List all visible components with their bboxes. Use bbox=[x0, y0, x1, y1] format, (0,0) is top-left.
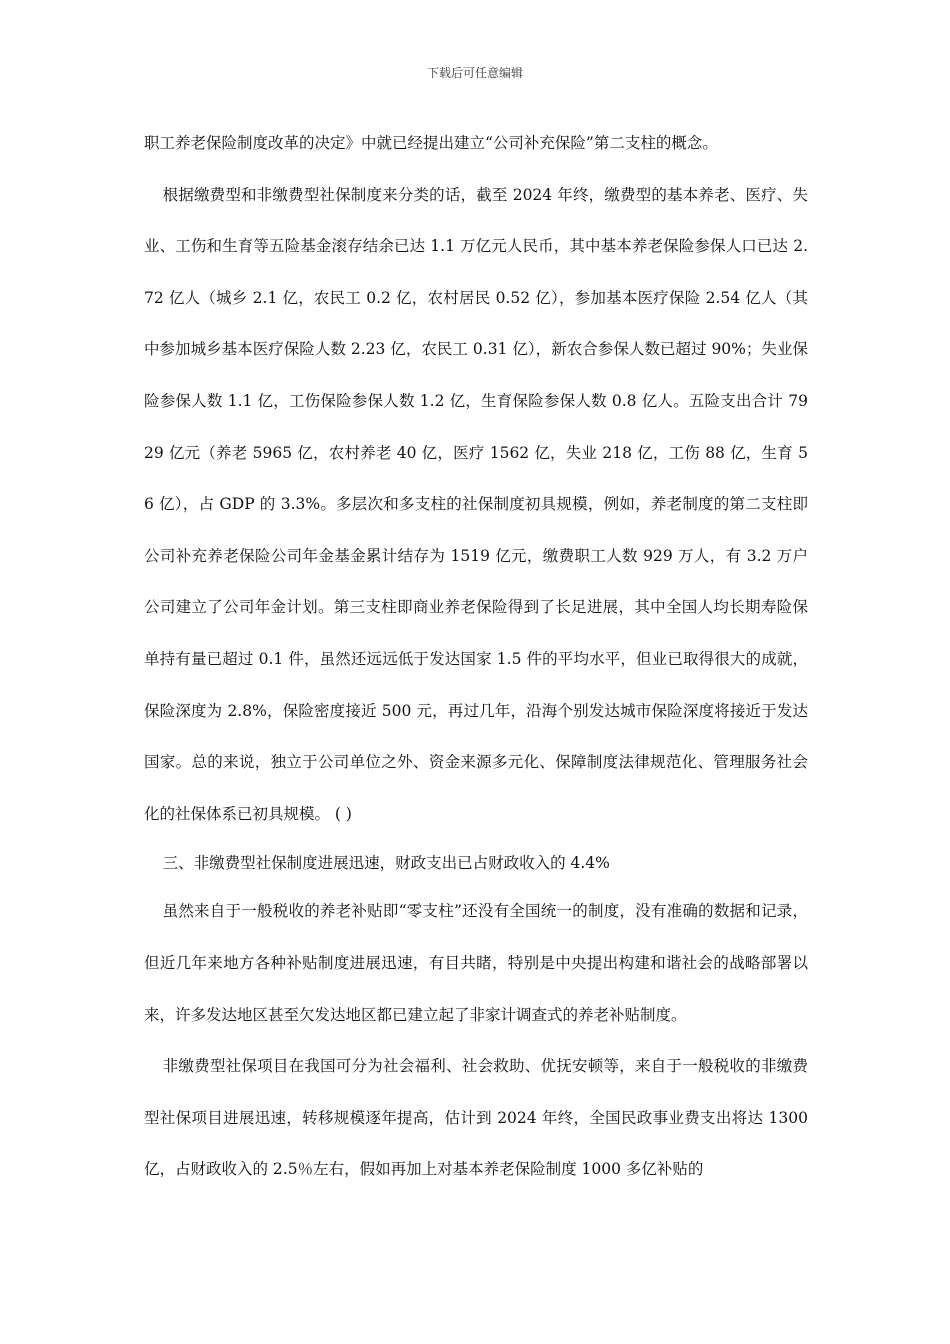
paragraph-zero-pillar: 虽然来自于一般税收的养老补贴即“零支柱”还没有全国统一的制度，没有准确的数据和记录，但近几年来地方各种补贴制度进展迅速，有目共睹，特别是中央提出构建和谐社会的战略部署以来，许多发达地区甚至欠发达地区都已建立起了非家计调查式的养老补贴制度。 bbox=[144, 902, 808, 1024]
section-heading-non-contributory: 三、非缴费型社保制度进展迅速，财政支出已占财政收入的 4.4% bbox=[162, 854, 610, 873]
document-body bbox=[144, 118, 808, 1196]
page-header: 下载后可任意编辑 bbox=[426, 66, 523, 80]
paragraph-contributory-system: 根据缴费型和非缴费型社保制度来分类的话，截至 2024 年终，缴费型的基本养老、医疗、失业、工伤和生育等五险基金滚存结余已达 1.1 万亿元人民币，其中基本养老保险参保人口已达 2.72 亿人（城乡 2.1 亿，农民工 0.2 亿，农村居民 0.52 亿），参加基本医疗保险 2.54 亿人（其中参加城乡基本医疗保险人数 2.23 亿，农民工 0.31 亿），新农合参保人数已超过 90%；失业保险参保人数 1.1 亿，工伤保险参保人数 1.2 亿，生育保险参保人数 0.8 亿人。五险支出合计 7929 亿元（养老 5965 亿，农村养老 40 亿，医疗 1562 亿，失业 218 亿，工伤 88 亿，生育 56 亿），占 GDP 的 3.3%。多层次和多支柱的社保制度初具规模，例如，养老制度的第二支柱即公司补充养老保险公司年金基金累计结存为 1519 亿元，缴费职工人数 929 万人，有 3.2 万户公司建立了公司年金计划。第三支柱即商业养老保险得到了长足进展，其中全国人均长期寿险保单持有量已超过 0.1 件，虽然还远远低于发达国家 1.5 件的平均水平，但业已取得很大的成就，保险深度为 2.8%，保险密度接近 500 元，再过几年，沿海个别发达城市保险深度将接近于发达国家。总的来说，独立于公司单位之外、资金来源多元化、保障制度法律规范化、管理服务社会化的社保体系已初具规模。 ( ) bbox=[144, 185, 808, 823]
paragraph-non-contributory-items: 非缴费型社保项目在我国可分为社会福利、社会救助、优抚安顿等，来自于一般税收的非缴费型社保项目进展迅速，转移规模逐年提高，估计到 2024 年终，全国民政事业费支出将达 1300 亿，占财政收入的 2.5％左右，假如再加上对基本养老保险制度 1000 多亿补贴的 bbox=[144, 1057, 808, 1179]
paragraph-intro-continuation: 职工养老保险制度改革的决定》中就已经提出建立“公司补充保险”第二支柱的概念。 bbox=[144, 134, 718, 152]
